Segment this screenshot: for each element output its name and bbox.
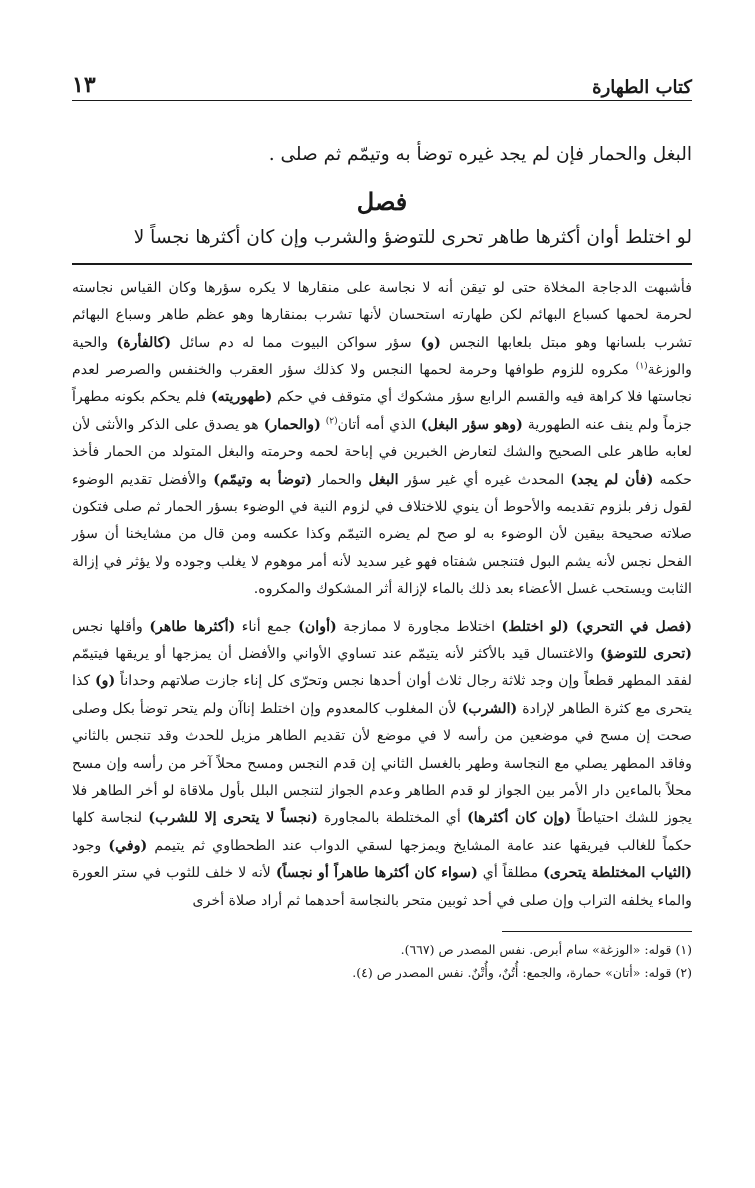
quoted-matn: (وإن كان أكثرها) [467, 810, 572, 827]
quoted-matn: (فصل في التحري) (لو اختلط) [501, 618, 692, 635]
commentary [72, 275, 692, 915]
commentary-text: هو يصدق على الذكر والأنثى لأن لعابه طاهر على الصحيح والشك لتعارض الخبرين في إباحة لحمه وحرمته والبغل المتولد من الحمار فأخذ حكمه [72, 416, 693, 488]
footnotes [72, 938, 692, 984]
quoted-matn: (الثياب المختلطة يتحرى) [543, 865, 692, 882]
footnote-divider [502, 931, 692, 932]
quoted-matn: (الشرب) [461, 700, 518, 717]
quoted-matn: (تحرى للتوضؤ) [600, 646, 692, 663]
quoted-matn: (والحمار) [263, 416, 321, 433]
commentary-text: لأنه لا خلف للثوب في ستر العورة والماء يخلفه التراب وإن صلى في أحد ثوبين متحر بالنجاسة أحدهما ثم أراد صلاة أخرى [72, 865, 692, 909]
commentary-text: وأقلها نجس [72, 618, 150, 635]
footnote-reference: (٢) [325, 416, 338, 427]
commentary-text: المحدث غيره أي غير سؤر [398, 471, 571, 488]
quoted-matn: (سواء كان أكثرها طاهراً أو نجساً) [275, 865, 478, 882]
commentary-text: أي المختلطة بالمجاورة [317, 810, 468, 827]
commentary-text: مطلقاً أي [477, 865, 544, 882]
matn-continuation: البغل والحمار فإن لم يجد غيره توضأ به وتيمّم ثم صلى . [268, 144, 692, 165]
commentary-paragraph-1 [72, 275, 692, 604]
quoted-matn: (نجساً لا يتحرى إلا للشرب) [148, 810, 318, 827]
commentary-text: فلم يحكم بكونه مطهراً جزماً ولم ينف عنه الطهورية [72, 389, 692, 433]
quoted-matn: (كالفأرة) [116, 334, 172, 351]
footnote-reference: (١) [635, 361, 648, 372]
quoted-matn: (توضأ به وتيمّم) [213, 471, 313, 488]
commentary-text: فأشبهت الدجاجة المخلاة حتى لو تيقن أنه لا نجاسة على منقارها لا يكره سؤرها وكان القياس نجاسته لحرمة لحمها كسباع البهائم لكن طهارته استحسان لأنها تشرب بمنقارها وهو عظم طاهر وسباع البهائم تشرب بلسانها وهو مبتل بلعابها النجس [72, 279, 693, 351]
matn-divider [72, 263, 692, 265]
quoted-matn: (وهو سؤر البغل) [420, 416, 523, 433]
running-header [72, 70, 692, 101]
commentary-text: والاغتسال قيد بالأكثر لأنه يتيمّم عند تساوي الأواني والأفضل أن يمزجها أو يريقها فيتيمّم لفقد المطهر قطعاً وإن وجد ثلاثة رجال ثلاث أوان أحدها نجس وتحرّى كل إناء جازت صلاتهم وحداناً [72, 646, 692, 690]
quoted-matn: (فأن لم يجد) [570, 471, 654, 488]
quoted-matn: (و) [411, 334, 441, 351]
commentary-text: لنجاسة كلها حكماً للغالب فيريقها عند عامة المشايخ ويمزجها لسقي الدواب عند الطحطاوي ثم يتيمم [72, 810, 692, 854]
commentary-text: لأن المغلوب كالمعدوم وإن اختلط إناآن ولم يتحر توضأ بكل وصلى صحت إن مسح في موضعين من رأسه لا في موضع لأن تقديم الطاهر مزيل للحدث وقد تنجس بالثاني وفاقد المطهر يصلي مع النجاسة وطهر بالغسل الثاني إن قدم النجس ومسح محلاً آخر من رأسه وإن مسح محلاً بالماءين دار الأمر بين الجواز لو قدم الطاهر وعدم الجواز لتنجس البلل بأول ملاقاة لو أخر الطاهر فلا يجوز للشك احتياطاً [72, 700, 692, 827]
commentary-text: وجود [72, 837, 109, 854]
quoted-matn: البغل [368, 471, 399, 488]
commentary-text: سؤر سواكن البيوت مما له دم سائل [171, 334, 412, 351]
commentary-text: والحمار [312, 471, 369, 488]
commentary-text: والأفضل تقديم الوضوء لقول زفر بلزوم تقديمه والأحوط أن ينوي للاختلاف في لزوم النية في الوضوء بسؤر الحمار ثم صلى فتكون صلاته صحيحة بيقين لأن الوضوء به لو صح لم يضره التيمّم وكذا عكسه ومن قال من مشايخنا أن سؤر الفحل نجس لأنه يشم البول فتنجس شفتاه فهو غير سديد لأنه أمر موهوم لا يغلب وجوده ولا يؤثر في إزالة الثابت ويستحب غسل الأعضاء بعد ذلك بالماء لإزالة أثر المشكوك والمكروه. [72, 471, 692, 598]
section-matn: لو اختلط أوان أكثرها طاهر تحرى للتوضؤ والشرب وإن كان أكثرها نجساً لا [133, 227, 692, 249]
page-number: ١٣ [72, 72, 96, 98]
quoted-matn: (وفي) [108, 837, 148, 854]
commentary-text: والحية والوزغة [72, 334, 692, 378]
book-title: كتاب الطهارة [592, 77, 692, 98]
commentary-text: الذي أمه أتان [337, 416, 421, 433]
quoted-matn: (أكثرها طاهر) [149, 618, 236, 635]
quoted-matn: (طهوريته) [210, 389, 273, 406]
commentary-text: مكروه للزوم طوافها وحرمة لحمها النجس ولا كذلك سؤر العقرب والخنفس والصرصر لعدم نجاستها فلا كراهة فيه والقسم الرابع سؤر مشكوك أي متوقف في حكم [72, 361, 692, 406]
page [72, 70, 692, 984]
footnote-1: (١) قوله: «الوزغة» سام أبرص. نفس المصدر ص (٦٦٧). [400, 942, 692, 958]
commentary-text: كذا يتحرى مع كثرة الطاهر لإرادة [72, 673, 692, 717]
section-title: فصل [356, 187, 408, 217]
commentary-text: اختلاط مجاورة لا ممازجة [336, 618, 502, 635]
footnote-2: (٢) قوله: «أتان» حمارة، والجمع: أُتُنٌ، وأُتْنٌ. نفس المصدر ص (٤). [352, 965, 692, 981]
quoted-matn: (و) [94, 673, 116, 690]
commentary-paragraph-2 [72, 614, 692, 915]
quoted-matn: (أوان) [298, 618, 337, 635]
commentary-text: جمع أناء [235, 618, 299, 635]
